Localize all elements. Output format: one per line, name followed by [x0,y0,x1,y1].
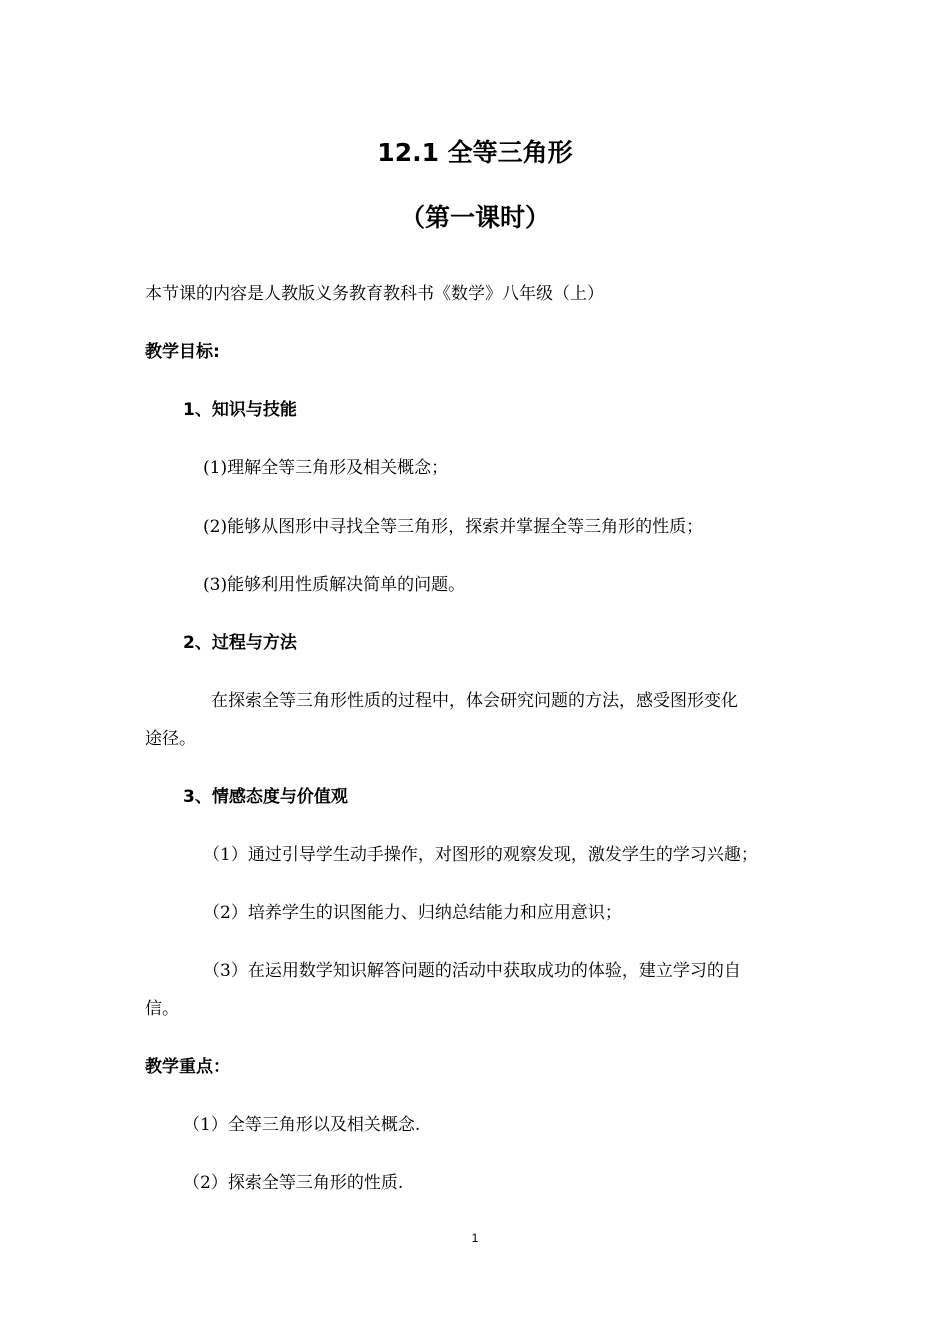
key-point-item-2: （2）探索全等三角形的性质. [183,1173,404,1193]
page-number: 1 [471,1231,479,1245]
attitude-values-heading: 3、情感态度与价值观 [183,787,348,807]
intro-text: 本节课的内容是人教版义务教育教科书《数学》八年级（上） [145,284,604,304]
process-paragraph-line-1: 在探索全等三角形性质的过程中，体会研究问题的方法，感受图形变化 [211,691,738,711]
attitude-item-3: （3）在运用数学知识解答问题的活动中获取成功的体验，建立学习的自 [203,961,741,981]
knowledge-item-3: (3)能够利用性质解决简单的问题。 [203,575,466,595]
knowledge-item-2: (2)能够从图形中寻找全等三角形，探索并掌握全等三角形的性质； [203,517,704,537]
knowledge-skills-heading: 1、知识与技能 [183,400,297,420]
objectives-heading: 教学目标: [145,342,220,362]
process-method-heading: 2、过程与方法 [183,633,297,653]
key-point-item-1: （1）全等三角形以及相关概念. [183,1115,421,1135]
attitude-item-2: （2）培养学生的识图能力、归纳总结能力和应用意识； [203,903,622,923]
document-title: 12.1 全等三角形 [377,138,573,167]
key-points-heading: 教学重点： [145,1057,230,1077]
document-subtitle: （第一课时） [399,203,550,232]
attitude-item-1: （1）通过引导学生动手操作，对图形的观察发现，激发学生的学习兴趣； [203,845,758,865]
process-paragraph-line-2: 途径。 [145,729,196,749]
attitude-item-3-continued: 信。 [145,999,179,1019]
knowledge-item-1: (1)理解全等三角形及相关概念； [203,458,449,478]
